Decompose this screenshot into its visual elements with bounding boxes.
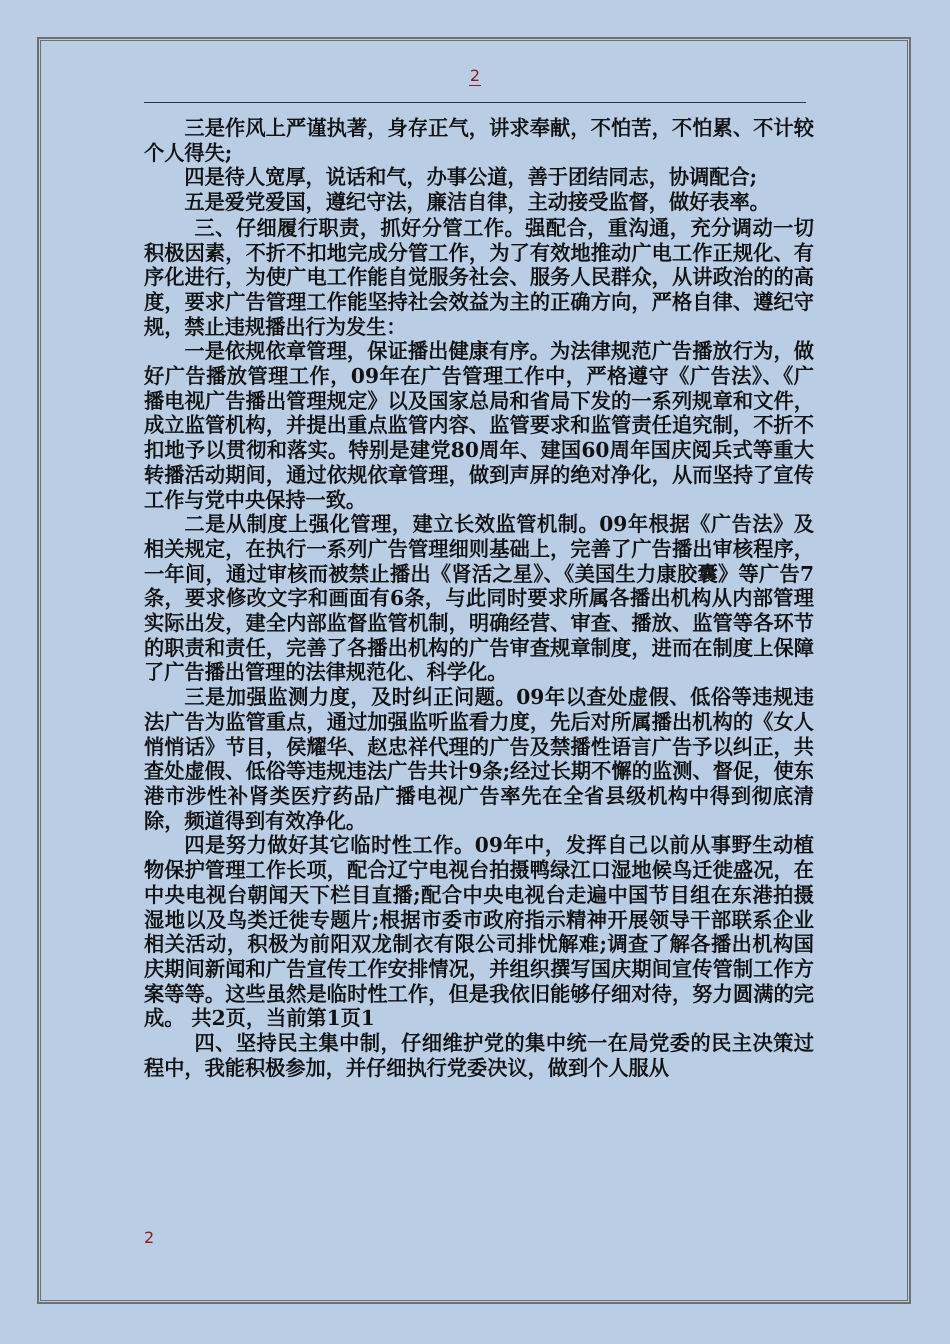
document-body [144,116,814,1080]
paragraph-work-style: 三是作风上严谨执著，身存正气，讲求奉献，不怕苦，不怕累、不计较个人得失; [144,116,814,165]
header-page-number-text: 2 [469,66,481,85]
paragraph-section-three: 三、仔细履行职责，抓好分管工作。强配合，重沟通，充分调动一切积极因素，不折不扣地完成分管工作，为了有效地推动广电工作正规化、有序化进行，为使广电工作能自觉服务社会、服务人民群众，从讲政治的的高度，要求广告管理工作能坚持社会效益为主的正确方向，严格自律、遵纪守规，禁止违规播出行为发生： [144,215,814,339]
paragraph-section-four: 四、坚持民主集中制，仔细维护党的集中统一在局党委的民主决策过程中，我能积极参加，并仔细执行党委决议，做到个人服从 [144,1031,814,1080]
paragraph-treat-people: 四是待人宽厚，说话和气，办事公道，善于团结同志，协调配合; [184,165,758,190]
header-page-number [0,66,950,86]
header-rule [144,102,806,103]
paragraph-point-three: 三是加强监测力度，及时纠正问题。09年以查处虚假、低俗等违规违法广告为监管重点，通过加强监听监看力度，先后对所属播出机构的《女人悄悄话》节目，侯耀华、赵忠祥代理的广告及禁播性语言广告予以纠正，共查处虚假、低俗等违规违法广告共计9条;经过长期不懈的监测、督促，使东港市涉性补肾类医疗药品广播电视广告率先在全省县级机构中得到彻底清除，频道得到有效净化。 [144,685,814,833]
paragraph-point-two: 二是从制度上强化管理，建立长效监管机制。09年根据《广告法》及相关规定，在执行一系列广告管理细则基础上，完善了广告播出审核程序，一年间，通过审核而被禁止播出《肾活之星》、《美国生力康胶囊》等广告7条，要求修改文字和画面有6条，与此同时要求所属各播出机构从内部管理实际出发，建全内部监督监管机制，明确经营、审查、播放、监管等各环节的职责和责任，完善了各播出机构的广告审查规章制度，进而在制度上保障了广告播出管理的法律规范化、科学化。 [144,512,814,685]
paragraph-point-one: 一是依规依章管理，保证播出健康有序。为法律规范广告播放行为，做好广告播放管理工作，09年在广告管理工作中，严格遵守《广告法》、《广播电视广告播出管理规定》以及国家总局和省局下发的一系列规章和文件，成立监管机构，并提出重点监管内容、监管要求和监管责任追究制，不折不扣地予以贯彻和落实。特别是建党80周年、建国60周年国庆阅兵式等重大转播活动期间，通过依规依章管理，做到声屏的绝对净化，从而坚持了宣传工作与党中央保持一致。 [144,339,814,512]
footer-page-number: 2 [144,1228,155,1247]
paragraph-point-four: 四是努力做好其它临时性工作。09年中，发挥自己以前从事野生动植物保护管理工作长项，配合辽宁电视台拍摄鸭绿江口湿地候鸟迁徙盛况，在中央电视台朝闻天下栏目直播;配合中央电视台走遍中国节目组在东港拍摄湿地以及鸟类迁徙专题片;根据市委市政府指示精神开展领导干部联系企业相关活动，积极为前阳双龙制衣有限公司排忧解难;调查了解各播出机构国庆期间新闻和广告宣传工作安排情况，并组织撰写国庆期间宣传管制工作方案等等。这些虽然是临时性工作，但是我依旧能够仔细对待，努力圆满的完成。 共2页，当前第1页1 [144,833,814,1031]
paragraph-love-party: 五是爱党爱国，遵纪守法，廉洁自律，主动接受监督，做好表率。 [184,190,770,215]
